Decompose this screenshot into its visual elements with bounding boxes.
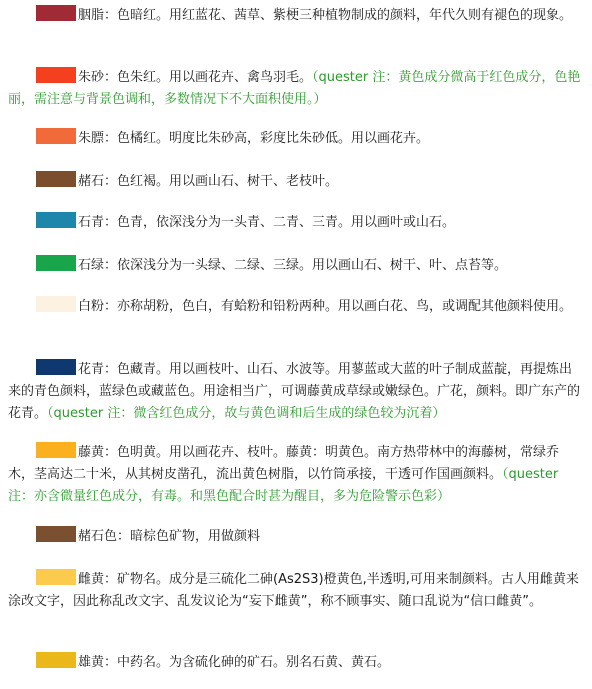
entry-text: 花青：色藏青。用以画枝叶、山石、水波等。用蓼蓝或大蓝的叶子制成蓝靛，再提炼出来的青色颜料，蓝绿色或藏蓝色。用途相当广，可调藤黄成草绿或嫩绿色。广花，颜料。即广东产的花青。 — [8, 362, 581, 421]
pigment-entry-tenghuang — [8, 442, 584, 508]
pigment-entry-zhubiao — [8, 128, 584, 150]
pigment-entry-cihuang — [8, 569, 584, 613]
pigment-entry-xionghuang — [8, 652, 584, 674]
pigment-entry-huaqing — [8, 359, 584, 425]
pigment-entry-yanzhi — [8, 5, 584, 27]
color-swatch — [36, 128, 76, 144]
color-swatch — [36, 442, 76, 458]
color-swatch — [36, 171, 76, 187]
color-swatch — [36, 212, 76, 228]
pigment-entry-zheshi — [8, 171, 584, 193]
color-swatch — [36, 359, 76, 375]
entry-text: 雌黄：矿物名。成分是三硫化二砷(As2S3)橙黄色,半透明,可用来制颜料。古人用雌黄来涂改文字，因此称乱改文字、乱发议论为“妄下雌黄”，称不顾事实、随口乱说为“信口雌黄”。 — [8, 572, 579, 609]
entry-note: （quester 注：亦含微量红色成分，有毒。和黑色配合时甚为醒目，多为危险警示色彩） — [8, 467, 559, 504]
entry-note: （quester 注：微含红色成分，故与黄色调和后生成的绿色较为沉着） — [47, 406, 446, 421]
color-swatch — [36, 255, 76, 271]
pigment-entry-baifen — [8, 296, 584, 318]
entry-text: 石绿：依深浅分为一头绿、二绿、三绿。用以画山石、树干、叶、点苔等。 — [78, 258, 508, 273]
color-swatch — [36, 296, 76, 312]
color-swatch — [36, 5, 76, 21]
entry-text: 胭脂：色暗红。用红蓝花、茜草、紫梗三种植物制成的颜料，年代久则有褪色的现象。 — [78, 8, 573, 23]
color-swatch — [36, 67, 76, 83]
pigment-entry-shilv — [8, 255, 584, 277]
pigment-entry-zheshise — [8, 526, 584, 548]
entry-text: 朱砂：色朱红。用以画花卉、禽鸟羽毛。 — [78, 70, 313, 85]
color-swatch — [36, 526, 76, 542]
color-swatch — [36, 652, 76, 668]
pigment-entry-zhusha — [8, 67, 584, 111]
entry-note: （quester 注：黄色成分微高于红色成分，色艳丽，需注意与背景色调和，多数情况下不大面积使用。） — [8, 70, 581, 107]
entry-text: 藤黄：色明黄。用以画花卉、枝叶。藤黄：明黄色。南方热带林中的海藤树，常绿乔木，茎高达二十米，从其树皮凿孔，流出黄色树脂，以竹筒承接，干透可作国画颜料。 — [8, 445, 560, 482]
entry-text: 雄黄：中药名。为含硫化砷的矿石。别名石黄、黄石。 — [78, 655, 391, 670]
color-swatch — [36, 569, 76, 585]
entry-text: 赭石色：暗棕色矿物，用做颜料 — [78, 529, 261, 544]
pigment-entry-shiqing — [8, 212, 584, 234]
entry-text: 赭石：色红褐。用以画山石、树干、老枝叶。 — [78, 174, 339, 189]
entry-text: 石青：色青，依深浅分为一头青、二青、三青。用以画叶或山石。 — [78, 215, 456, 230]
entry-text: 白粉：亦称胡粉，色白，有蛤粉和铅粉两种。用以画白花、鸟，或调配其他颜料使用。 — [78, 299, 573, 314]
entry-text: 朱膘：色橘红。明度比朱砂高，彩度比朱砂低。用以画花卉。 — [78, 131, 430, 146]
